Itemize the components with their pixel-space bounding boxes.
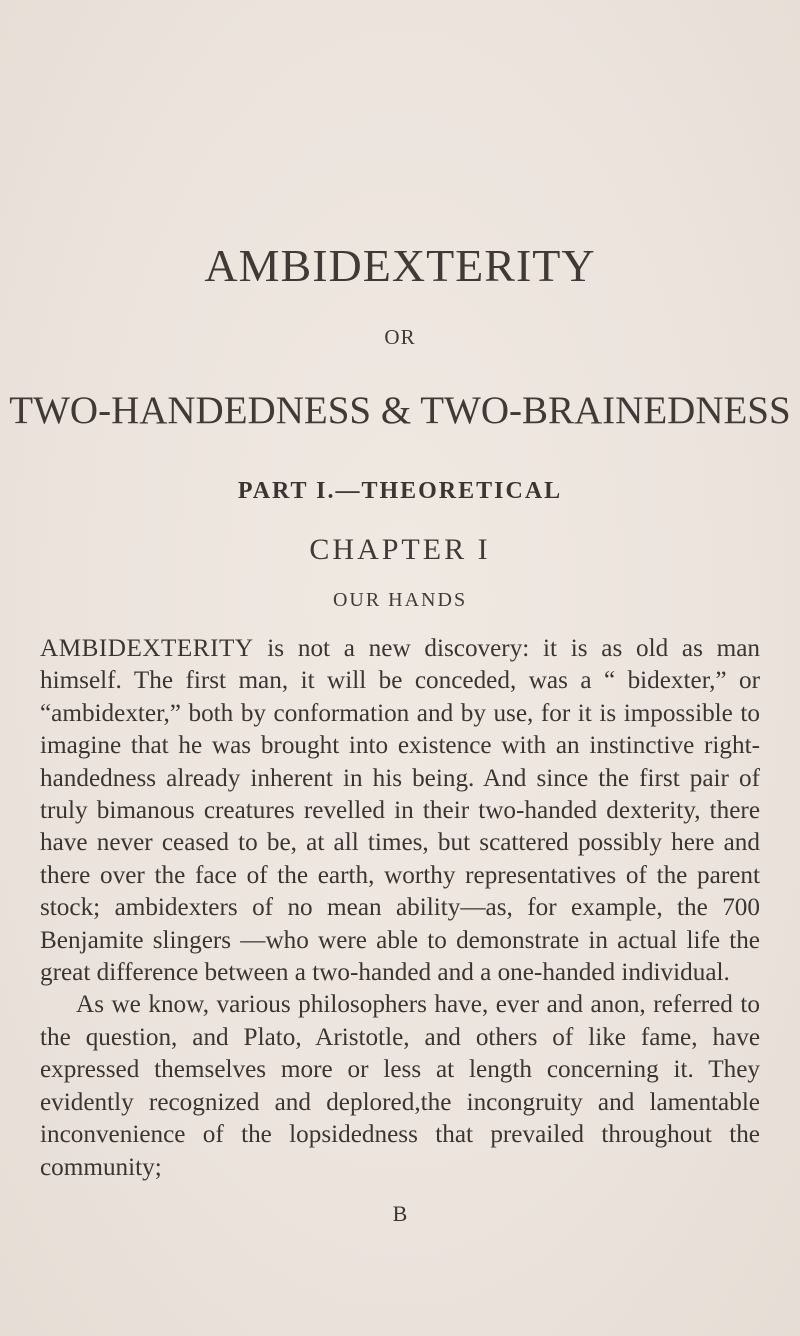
body-text	[40, 633, 760, 1184]
paragraph-lead-word: AMBIDEXTERITY	[40, 635, 254, 662]
title-conjunction: OR	[384, 325, 416, 349]
paragraph-1-text: is not a new discovery: it is as old as man himself. The first man, it will be conceded, was a “ bidexter,” or “ambidexter,” both by conformation and by use, for it is impossible to imagine that he was brought into existence with an instinctive right-handedness already inherent in his being. And since the first pair of truly bimanous creatures revelled in their two-handed dexterity, there have never ceased to be, at all times, but scattered possibly here and there over the face of the earth, worthy representatives of the parent stock; ambidexters of no mean ability—as, for example, the 700 Benjamite slingers —who were able to demonstrate in actual life the great difference between a two-handed and a one-handed individual.	[40, 635, 760, 987]
signature-mark: B	[392, 1201, 408, 1226]
book-title: AMBIDEXTERITY	[204, 240, 596, 291]
part-heading: PART I.—THEORETICAL	[237, 478, 563, 504]
section-heading: OUR HANDS	[332, 589, 468, 611]
paragraph-1	[40, 633, 760, 989]
paragraph-2: As we know, various philosophers have, ever and anon, referred to the question, and Plato, Aristotle, and others of like fame, have expressed themselves more or less at length concerning it. They evidently recognized and deplored,the incongruity and lamentable inconvenience of the lopsidedness that prevailed throughout the community;	[40, 991, 760, 1181]
chapter-heading: CHAPTER I	[309, 533, 491, 566]
book-subtitle: TWO-HANDEDNESS & TWO-BRAINEDNESS	[9, 389, 791, 432]
